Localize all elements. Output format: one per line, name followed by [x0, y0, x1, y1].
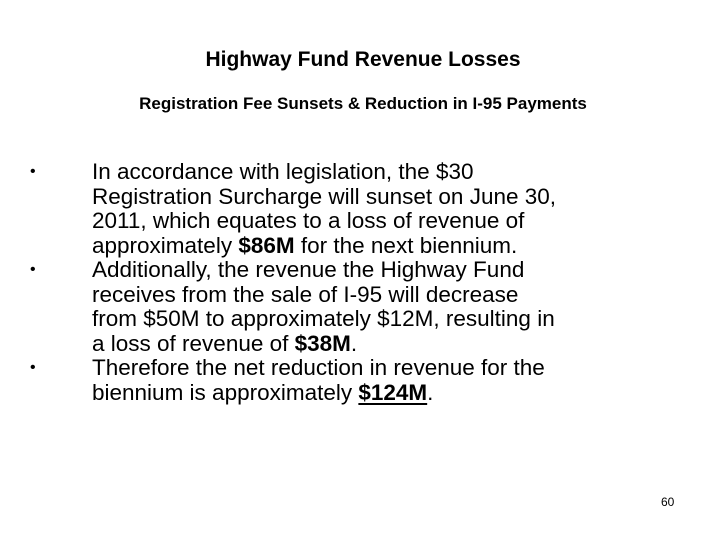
bullet-line: Registration Surcharge will sunset on June 30,	[92, 183, 557, 209]
bullet-line: receives from the sale of I-95 will decrease	[92, 281, 519, 307]
bullet-line-suffix: for the next biennium.	[294, 232, 518, 258]
bullet-line-prefix: biennium is approximately	[92, 379, 359, 405]
bullet-item	[30, 160, 700, 258]
amount-highlight: $38M	[294, 330, 351, 356]
bullet-line: In accordance with legislation, the $30	[92, 159, 474, 184]
page-number: 60	[661, 495, 675, 509]
bullet-marker: •	[30, 261, 36, 278]
slide-subtitle: Registration Fee Sunsets & Reduction in I-95 Payments	[139, 94, 587, 113]
bullet-line-suffix: .	[427, 379, 434, 405]
bullet-line-prefix: approximately	[92, 232, 239, 258]
bullet-line-suffix: .	[350, 330, 358, 356]
amount-highlight: $86M	[238, 232, 295, 258]
total-amount-highlight: $124M	[358, 379, 428, 405]
bullet-line: Therefore the net reduction in revenue for the	[92, 355, 545, 380]
slide-title: Highway Fund Revenue Losses	[205, 48, 521, 71]
bullet-line: 2011, which equates to a loss of revenue of	[92, 208, 525, 233]
bullet-item	[30, 356, 700, 405]
bullet-line: from $50M to approximately $12M, resulting in	[92, 306, 555, 331]
bullet-line: Additionally, the revenue the Highway Fund	[92, 257, 525, 282]
bullet-marker: •	[30, 359, 36, 376]
bullet-marker: •	[30, 163, 36, 180]
bullet-list	[30, 160, 700, 405]
bullet-line-prefix: a loss of revenue of	[92, 330, 295, 356]
bullet-item	[30, 258, 700, 356]
